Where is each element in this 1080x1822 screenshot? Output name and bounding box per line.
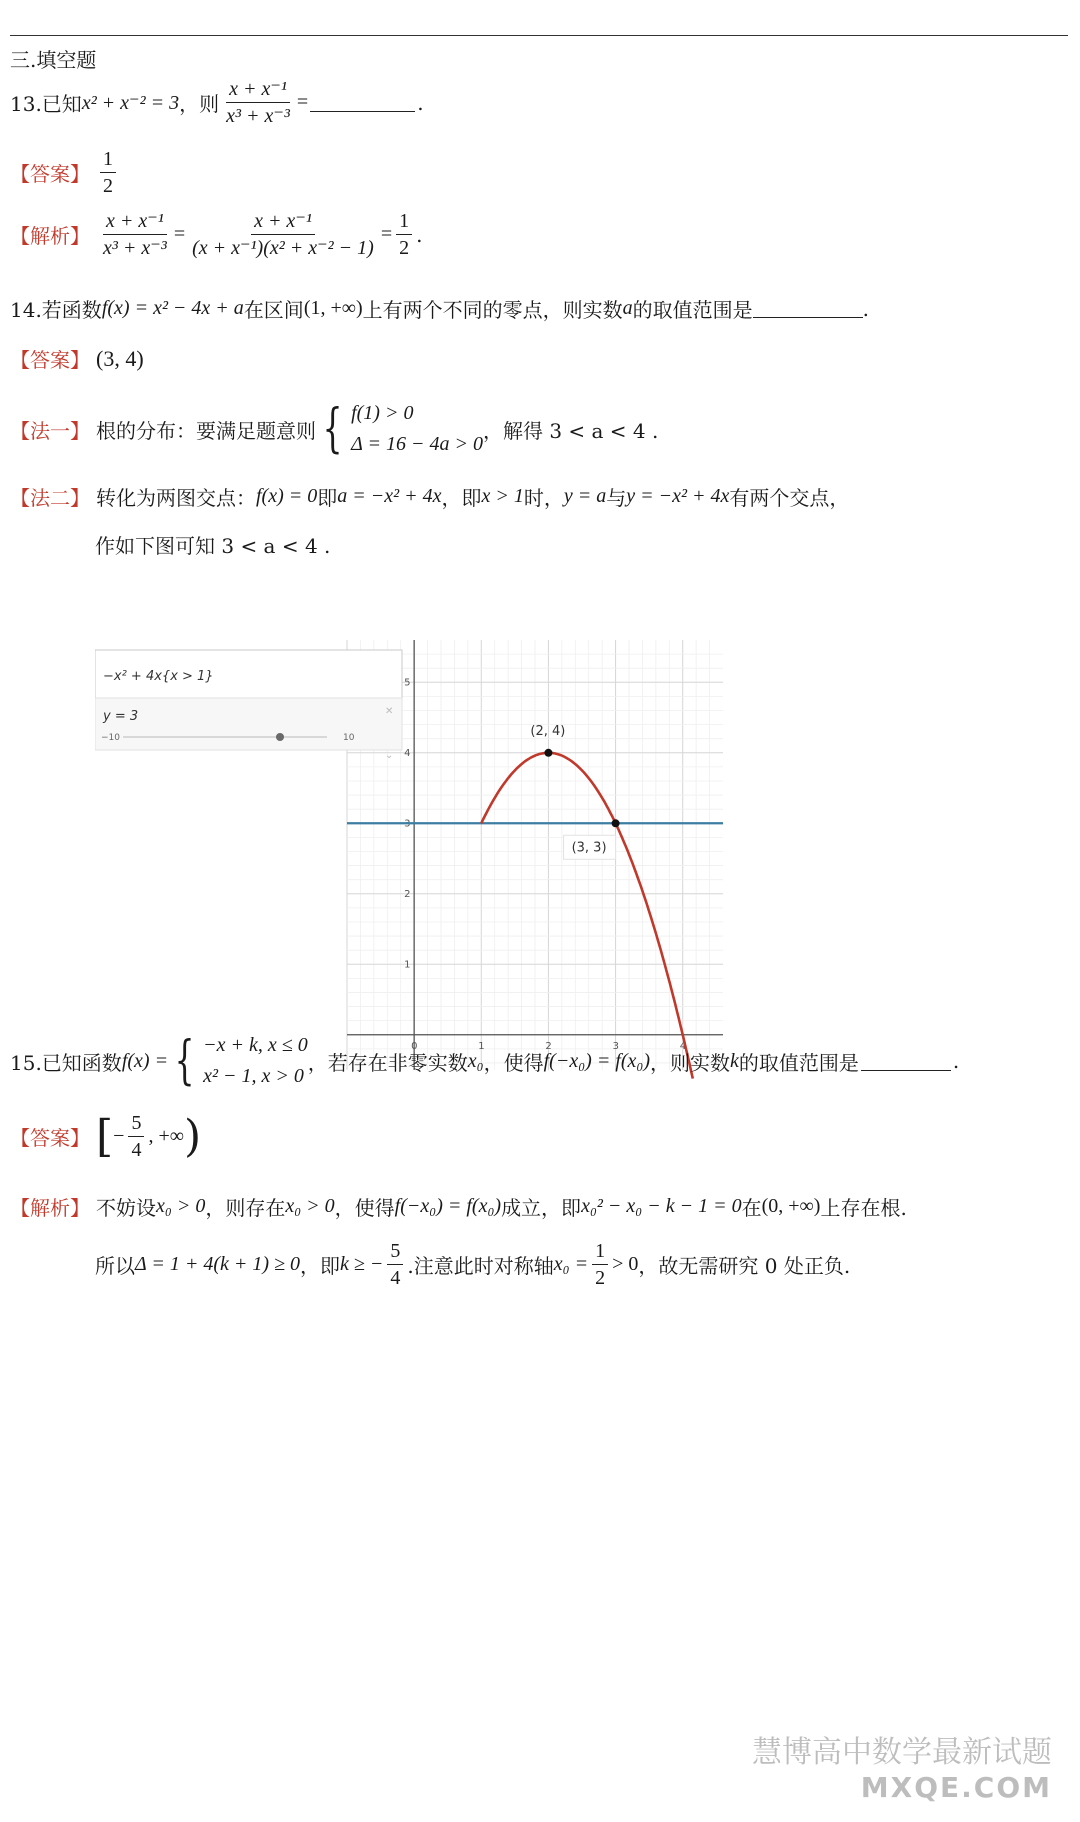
q14-m2-eq1: f(x) = 0 [256, 485, 318, 507]
q15-func: f(x) = [121, 1049, 169, 1072]
q14-method1 [10, 398, 658, 460]
q13-analysis-result [396, 210, 412, 259]
slider-min: −10 [101, 733, 120, 743]
q13-answer-den: 2 [103, 175, 113, 197]
q14-m1-system: { f(1) > 0 Δ = 16 − 4a > 0 [322, 399, 483, 459]
q15-an2-num2: 1 [592, 1240, 608, 1265]
watermark-line1: 慧博高中数学最新试题 [752, 1735, 1052, 1770]
q13-answer-fraction [100, 148, 116, 197]
method1-tag: 【法一】 [10, 418, 90, 443]
q15-an2-num1: 5 [387, 1240, 403, 1265]
q13-a-num2: x + x⁻¹ [251, 210, 315, 235]
q14-text-c: 上有两个不同的零点，则实数 [362, 298, 623, 322]
point-label-2-4: (2, 4) [530, 723, 566, 739]
q15-row2: x² − 1, x > 0 [203, 1065, 304, 1087]
q15-an-text1: 不妨设 [96, 1196, 156, 1220]
answer-tag: 【答案】 [10, 348, 90, 372]
q15-ans-minus: − [113, 1125, 125, 1147]
q14-m1-tail: ，解得 3 < a < 4 . [482, 418, 659, 443]
q13-answer-num: 1 [100, 148, 116, 173]
slider-max: 10 [343, 733, 355, 743]
q14-m2-eq2: a = −x² + 4x [337, 485, 442, 507]
q15-an2-eq3: x₀ = [553, 1253, 589, 1275]
q15-ans-num: 5 [128, 1112, 144, 1137]
q15-an2-frac2 [592, 1240, 608, 1289]
q15-an-text4: 成立，即 [501, 1196, 582, 1220]
point-marker [544, 749, 552, 757]
y-tick-label: 5 [404, 677, 411, 689]
answer-tag: 【答案】 [10, 162, 90, 186]
q13-analysis-frac2 [189, 210, 377, 259]
q15-answer [10, 1112, 201, 1161]
q15-an2-text3: .注意此时对称轴 [407, 1254, 554, 1278]
panel-expr2: y = 3 [103, 709, 139, 724]
q14-text-b: 在区间 [243, 298, 304, 322]
q14-m2-text6: 有两个交点， [729, 486, 850, 510]
q15-an-eq3: f(−x₀) = f(x₀) [394, 1195, 502, 1217]
collapse-icon[interactable]: ⌄ [385, 750, 394, 761]
q13-condition: x² + x⁻² = 3 [81, 92, 180, 114]
q14-m2-text5: 与 [606, 486, 627, 510]
q13-eq: = [296, 91, 309, 113]
watermark [752, 1727, 1052, 1804]
q13-fraction [223, 78, 293, 127]
q14-m2-text2: 即 [317, 486, 338, 510]
q14-interval: (1, +∞) [303, 297, 363, 319]
q13-frac-den: x³ + x⁻³ [226, 105, 290, 127]
close-icon[interactable]: ✕ [385, 706, 394, 717]
q15-text-c: ，使得 [483, 1050, 544, 1075]
panel-expr2-box[interactable] [95, 698, 402, 750]
x-tick-label: 4 [679, 1040, 687, 1052]
q13-a-num1: x + x⁻¹ [103, 210, 167, 235]
q14-m1-row1: f(1) > 0 [351, 402, 414, 424]
q15-text-b: ，若存在非零实数 [307, 1050, 468, 1075]
q15-an2-text1: 所以 [95, 1254, 135, 1278]
q14-var: a [622, 297, 633, 319]
q15-ans-frac [128, 1112, 144, 1161]
x-tick-label: 1 [478, 1040, 485, 1052]
q14-m2-text3: ，即 [441, 486, 482, 510]
q13-prefix: 13.已知 [10, 92, 82, 116]
slider-handle[interactable] [276, 733, 284, 741]
q14-question: 14.若函数 f(x) = x² − 4x + a 在区间 (1, +∞) 上有两个不同的零点，则实数 a 的取值范围是 . [10, 294, 869, 323]
q15-answer-blank [861, 1052, 951, 1071]
q15-an2-eq4: > 0 [612, 1253, 639, 1275]
q15-an2-eq2a: k ≥ − [340, 1253, 384, 1275]
q15-analysis [10, 1192, 907, 1221]
q15-an-text6: 上存在根. [820, 1196, 907, 1220]
q15-an-text2: ，则存在 [205, 1196, 286, 1220]
q15-x0: x₀ [467, 1049, 484, 1072]
q13-answer [10, 148, 120, 197]
q14-m2-eq5: y = −x² + 4x [626, 485, 730, 507]
q15-ans-tail: , +∞ [148, 1125, 184, 1147]
point-label-3-3: (3, 3) [571, 840, 607, 856]
q15-an-text5: 在 [741, 1196, 762, 1220]
x-tick-label: 2 [545, 1040, 552, 1052]
q14-m2-eq4: y = a [563, 485, 607, 507]
section-title: 三.填空题 [10, 48, 97, 72]
q14-m2-text1: 转化为两图交点： [96, 486, 256, 510]
q13-then: ，则 [179, 92, 220, 116]
answer-tag: 【答案】 [10, 1126, 90, 1150]
analysis-tag: 【解析】 [10, 224, 90, 248]
q14-text-d: 的取值范围是 [632, 298, 753, 322]
q15-an2-den2: 2 [595, 1267, 606, 1289]
q14-answer-blank [753, 299, 863, 318]
q15-an-eq5: (0, +∞) [761, 1195, 821, 1217]
q13-answer-blank [310, 93, 415, 112]
q15-an2-den1: 4 [390, 1267, 401, 1289]
y-tick-label: 2 [404, 888, 411, 900]
q14-method2-line2: 作如下图可知 3 < a < 4 . [95, 534, 331, 558]
q15-an-eq4: x₀² − x₀ − k − 1 = 0 [581, 1195, 742, 1217]
q15-k: k [730, 1049, 739, 1072]
q14-m1-text: 根的分布：要满足题意则 [96, 418, 316, 443]
y-tick-label: 3 [404, 818, 411, 830]
q14-m2-text4: 时， [523, 486, 564, 510]
q15-ans-den: 4 [131, 1139, 142, 1161]
q15-an2-frac1 [387, 1240, 403, 1289]
q13-frac-num: x + x⁻¹ [226, 78, 290, 103]
q15-an2-text4: ，故无需研究 0 处正负. [638, 1254, 851, 1278]
q15-text-a: 15.已知函数 [10, 1050, 122, 1075]
q14-m2-eq3: x > 1 [481, 485, 524, 507]
x-tick-label: 3 [612, 1040, 619, 1052]
q15-question: 15.已知函数 f(x) = { −x + k, x ≤ 0 x² − 1, x > 0 ，若存在非零实数 x₀ ，使得 f(−x₀) = f(x₀) ，则实数 k 的取值范围是 . [10, 1031, 960, 1091]
q15-text-d: ，则实数 [650, 1050, 731, 1075]
q13-a-res-den: 2 [399, 237, 410, 259]
q13-analysis-frac1 [100, 210, 170, 259]
analysis-tag: 【解析】 [10, 1196, 90, 1220]
q14-method2 [10, 482, 849, 511]
y-tick-label: 1 [404, 959, 411, 971]
q15-text-e: 的取值范围是 [738, 1050, 859, 1075]
q14-answer [10, 344, 144, 373]
q13-analysis: 【解析】 $\frac{\text{x + x⁻¹}}{\text{x³ + x⁻³}}$ = $\frac{\text{x + x⁻¹}}{\text{(x + x⁻¹)(x² + x⁻² − 1)}}$ = $\frac{1}{2}$ . [10, 210, 423, 259]
q15-an-eq1: x₀ > 0 [156, 1195, 206, 1217]
q15-analysis-line2 [95, 1240, 850, 1289]
q15-row1: −x + k, x ≤ 0 [203, 1034, 308, 1056]
q14-m1-row2: Δ = 16 − 4a > 0 [351, 433, 483, 455]
watermark-line2: MXQE.COM [860, 1771, 1052, 1804]
method2-tag: 【法二】 [10, 486, 90, 510]
q14-func: f(x) = x² − 4x + a [101, 297, 244, 319]
q15-ans-left: [ [96, 1110, 114, 1162]
q14-answer-value: (3, 4) [96, 345, 144, 371]
point-marker [612, 819, 620, 827]
q15-an2-text2: ，即 [300, 1254, 341, 1278]
q13-a-den1: x³ + x⁻³ [103, 237, 167, 259]
q15-cond: f(−x₀) = f(x₀) [543, 1049, 651, 1072]
q15-an-eq2: x₀ > 0 [285, 1195, 335, 1217]
y-tick-label: 4 [404, 747, 411, 759]
q15-an-text3: ，使得 [334, 1196, 395, 1220]
q15-piecewise: { −x + k, x ≤ 0 x² − 1, x > 0 [174, 1031, 308, 1091]
q13-question: 13.已知 x² + x⁻² = 3 ，则 $\frac{\text{x + x⁻¹}}{\text{x³ + x⁻³}}$ = . [10, 78, 424, 127]
q13-a-den2: (x + x⁻¹)(x² + x⁻² − 1) [192, 237, 374, 259]
q15-ans-right: ) [184, 1110, 202, 1162]
q13-a-res-num: 1 [396, 210, 412, 235]
panel-expr1: −x² + 4x{x > 1} [103, 669, 214, 684]
top-rule [10, 35, 1068, 36]
q15-an2-eq1: Δ = 1 + 4(k + 1) ≥ 0 [135, 1253, 301, 1275]
x-tick-label: 0 [411, 1040, 418, 1052]
q14-text-a: 14.若函数 [10, 298, 102, 322]
